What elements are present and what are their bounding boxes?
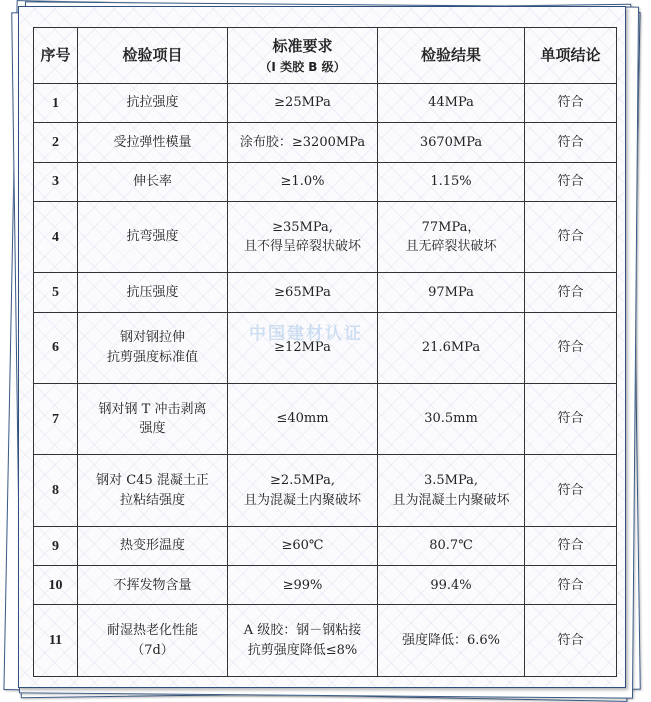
- cell-result: 21.6MPa: [378, 312, 525, 383]
- cell-item: 热变形温度: [78, 526, 228, 565]
- cell-no: 7: [34, 384, 78, 455]
- cell-conclusion: 符合: [525, 162, 617, 201]
- cell-result: 80.7℃: [378, 526, 525, 565]
- cell-conclusion: 符合: [525, 566, 617, 605]
- cell-no: 5: [34, 273, 78, 312]
- table-row: [34, 566, 617, 605]
- table-header-row: [34, 28, 617, 84]
- cell-item: 不挥发物含量: [78, 566, 228, 605]
- header-no: 序号: [34, 28, 78, 84]
- header-standard-title: 标准要求: [272, 37, 333, 56]
- cell-no: 3: [34, 162, 78, 201]
- cell-result: 44MPa: [378, 84, 525, 123]
- cell-result: 97MPa: [378, 273, 525, 312]
- table-row: [34, 312, 617, 383]
- cell-standard: ≥25MPa: [228, 84, 378, 123]
- cell-conclusion: 符合: [525, 526, 617, 565]
- cell-conclusion: 符合: [525, 273, 617, 312]
- cell-standard: A 级胶：钢－钢粘接 抗剪强度降低≤8%: [228, 605, 378, 677]
- cell-standard: ≥60℃: [228, 526, 378, 565]
- inspection-table: [33, 27, 617, 677]
- cell-result: 1.15%: [378, 162, 525, 201]
- cell-result: 3.5MPa, 且为混凝土内聚破坏: [378, 455, 525, 526]
- table-row: [34, 605, 617, 677]
- cell-no: 9: [34, 526, 78, 565]
- header-result: 检验结果: [378, 28, 525, 84]
- cell-item: 钢对 C45 混凝土正 拉粘结强度: [78, 455, 228, 526]
- cell-standard: ≥1.0%: [228, 162, 378, 201]
- table-row: [34, 123, 617, 162]
- header-item: 检验项目: [78, 28, 228, 84]
- cell-conclusion: 符合: [525, 384, 617, 455]
- cell-item: 抗压强度: [78, 273, 228, 312]
- cell-standard: ≥65MPa: [228, 273, 378, 312]
- cell-standard: ≤40mm: [228, 384, 378, 455]
- cell-no: 10: [34, 566, 78, 605]
- cell-result: 3670MPa: [378, 123, 525, 162]
- table-row: [34, 84, 617, 123]
- cell-conclusion: 符合: [525, 201, 617, 272]
- table-row: [34, 526, 617, 565]
- cell-result: 77MPa， 且无碎裂状破坏: [378, 201, 525, 272]
- cell-standard: ≥2.5MPa, 且为混凝土内聚破坏: [228, 455, 378, 526]
- cell-no: 8: [34, 455, 78, 526]
- cell-no: 11: [34, 605, 78, 677]
- table-row: [34, 384, 617, 455]
- header-conclusion: 单项结论: [525, 28, 617, 84]
- table-row: [34, 201, 617, 272]
- cell-standard: 涂布胶：≥3200MPa: [228, 123, 378, 162]
- cell-no: 4: [34, 201, 78, 272]
- cell-conclusion: 符合: [525, 123, 617, 162]
- cell-conclusion: 符合: [525, 455, 617, 526]
- cell-conclusion: 符合: [525, 605, 617, 677]
- cell-item: 钢对钢拉伸 抗剪强度标准值: [78, 312, 228, 383]
- table-row: [34, 162, 617, 201]
- cell-standard: ≥99%: [228, 566, 378, 605]
- cell-conclusion: 符合: [525, 312, 617, 383]
- cell-standard: ≥12MPa: [228, 312, 378, 383]
- cell-standard: ≥35MPa, 且不得呈碎裂状破坏: [228, 201, 378, 272]
- cell-no: 6: [34, 312, 78, 383]
- cell-item: 抗弯强度: [78, 201, 228, 272]
- cell-item: 抗拉强度: [78, 84, 228, 123]
- cell-result: 30.5mm: [378, 384, 525, 455]
- cell-item: 受拉弹性模量: [78, 123, 228, 162]
- cell-item: 伸长率: [78, 162, 228, 201]
- table-row: [34, 455, 617, 526]
- cell-result: 强度降低：6.6%: [378, 605, 525, 677]
- watermark-text: 中国建材认证: [249, 324, 363, 344]
- cell-result: 99.4%: [378, 566, 525, 605]
- cell-no: 2: [34, 123, 78, 162]
- cell-conclusion: 符合: [525, 84, 617, 123]
- document-page: [18, 6, 626, 688]
- cell-item: 钢对钢 T 冲击剥离 强度: [78, 384, 228, 455]
- header-standard-subtitle: （I 类胶 B 级）: [259, 59, 346, 74]
- table-row: [34, 273, 617, 312]
- cell-item: 耐湿热老化性能 （7d）: [78, 605, 228, 677]
- cell-no: 1: [34, 84, 78, 123]
- header-standard: [228, 28, 378, 84]
- table-body: [34, 84, 617, 677]
